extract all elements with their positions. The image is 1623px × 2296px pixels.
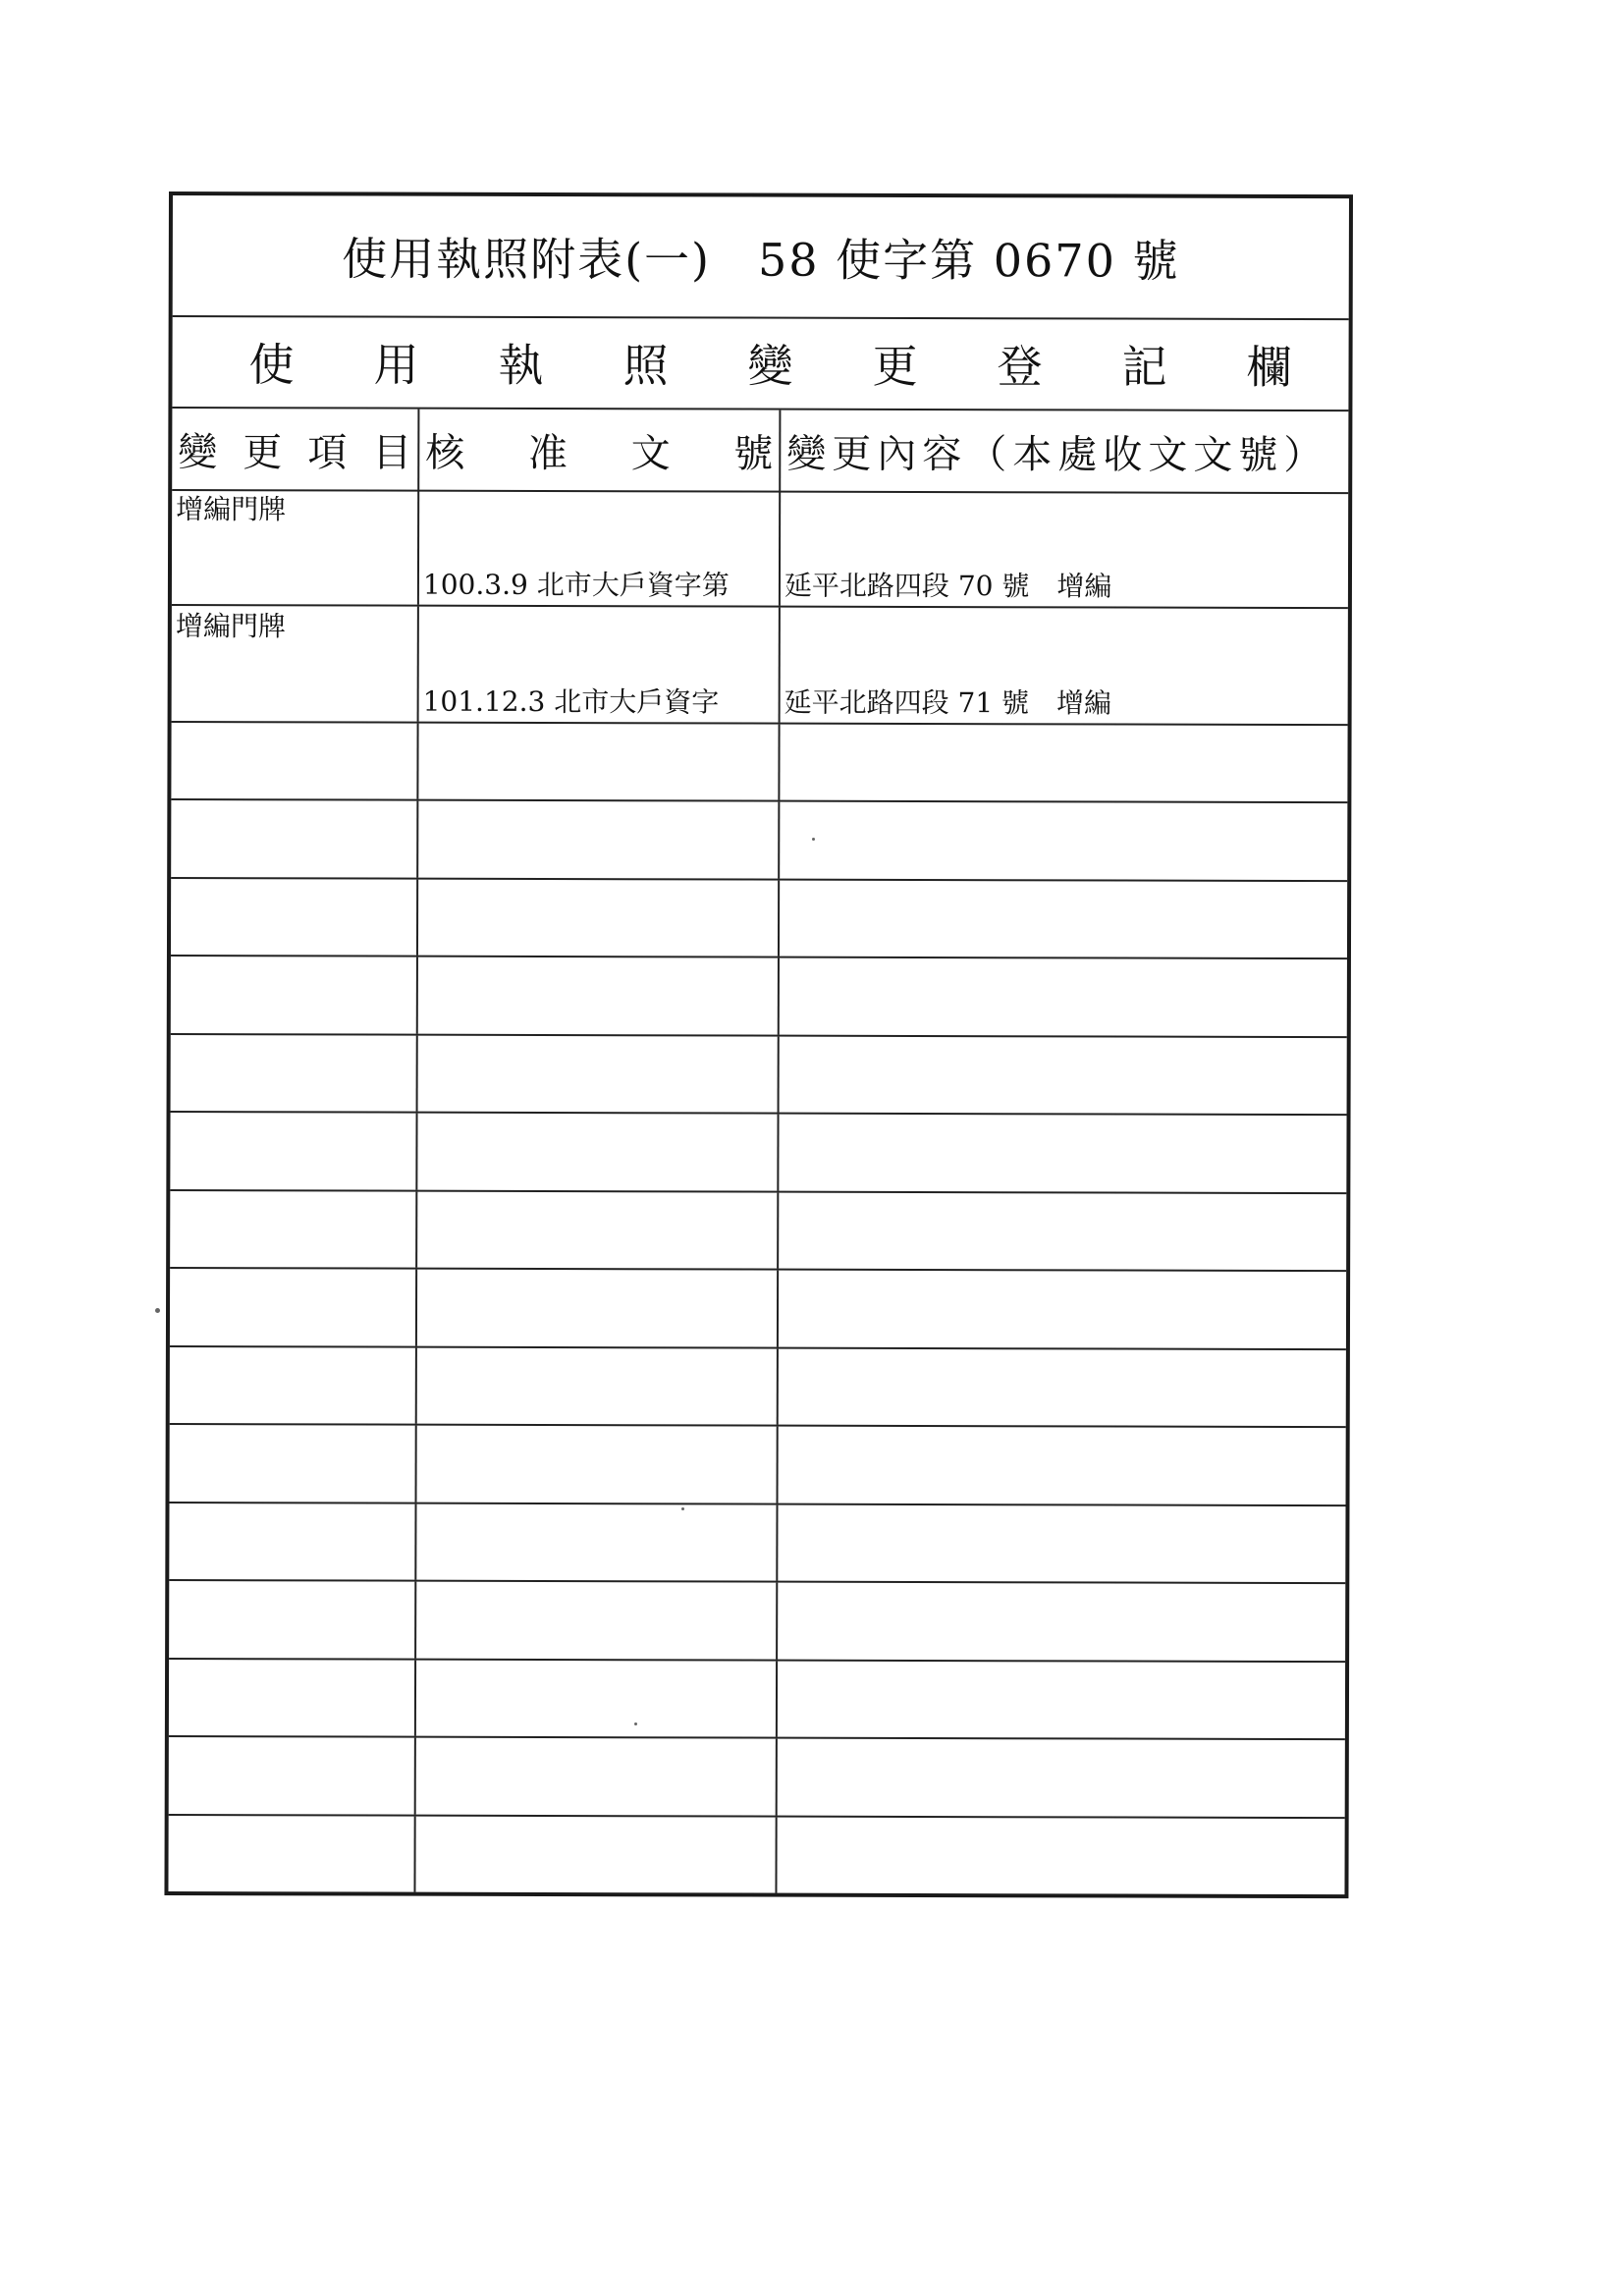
- usage-permit-form: [164, 191, 1353, 1898]
- table-body: [168, 489, 1348, 1894]
- banner-char: 使: [248, 337, 295, 391]
- table-row: [172, 606, 1348, 726]
- banner-char: 記: [1121, 340, 1167, 394]
- empty-table-row: [168, 1816, 1344, 1895]
- cell-change-item: 增編門牌: [172, 606, 419, 722]
- empty-table-row: [170, 1347, 1346, 1429]
- scan-speck: [634, 1722, 637, 1725]
- empty-table-row: [171, 879, 1347, 960]
- change-table: [168, 409, 1348, 1894]
- banner-char: 用: [373, 338, 419, 392]
- form-title-permit-number: 58 使字第 0670 號: [757, 233, 1180, 288]
- empty-table-row: [169, 1581, 1345, 1663]
- cell-change-content: 延平北路四段 71 號 增編: [784, 685, 1112, 720]
- scan-speck: [812, 838, 815, 841]
- change-registration-banner: [172, 315, 1348, 411]
- scan-speck: [155, 1308, 160, 1313]
- empty-table-row: [171, 1035, 1347, 1117]
- banner-char: 執: [498, 338, 544, 392]
- banner-char: 登: [997, 339, 1043, 393]
- header-change-item: 變 更 項 目: [172, 409, 419, 490]
- table-header-row: [172, 409, 1348, 494]
- empty-table-row: [170, 1425, 1346, 1506]
- empty-table-row: [170, 1191, 1346, 1273]
- header-approval-doc-number: 核 准 文 號: [419, 410, 781, 491]
- banner-char: 欄: [1246, 340, 1292, 394]
- banner-char: 照: [622, 338, 669, 392]
- form-title: [173, 195, 1349, 320]
- header-change-content: 變更內容（本處收文文號）: [786, 431, 1329, 478]
- empty-table-row: [170, 1269, 1346, 1350]
- cell-approval-doc-number: 100.3.9 北市大戶資字第: [419, 490, 781, 606]
- scan-speck: [681, 1507, 684, 1510]
- empty-table-row: [170, 1113, 1346, 1194]
- empty-table-row: [171, 957, 1347, 1038]
- banner-char: 變: [747, 339, 793, 393]
- empty-table-row: [171, 723, 1347, 804]
- empty-table-row: [171, 800, 1347, 882]
- empty-table-row: [169, 1660, 1345, 1741]
- cell-change-item: 增編門牌: [172, 489, 419, 605]
- banner-char: 更: [872, 339, 918, 393]
- empty-table-row: [169, 1737, 1345, 1819]
- table-row: [172, 489, 1348, 609]
- form-title-left: 使用執照附表(一): [342, 232, 712, 287]
- cell-approval-doc-number: 101.12.3 北市大戶資字: [419, 607, 781, 723]
- cell-change-content: 延平北路四段 70 號 增編: [784, 569, 1112, 603]
- empty-table-row: [169, 1503, 1345, 1585]
